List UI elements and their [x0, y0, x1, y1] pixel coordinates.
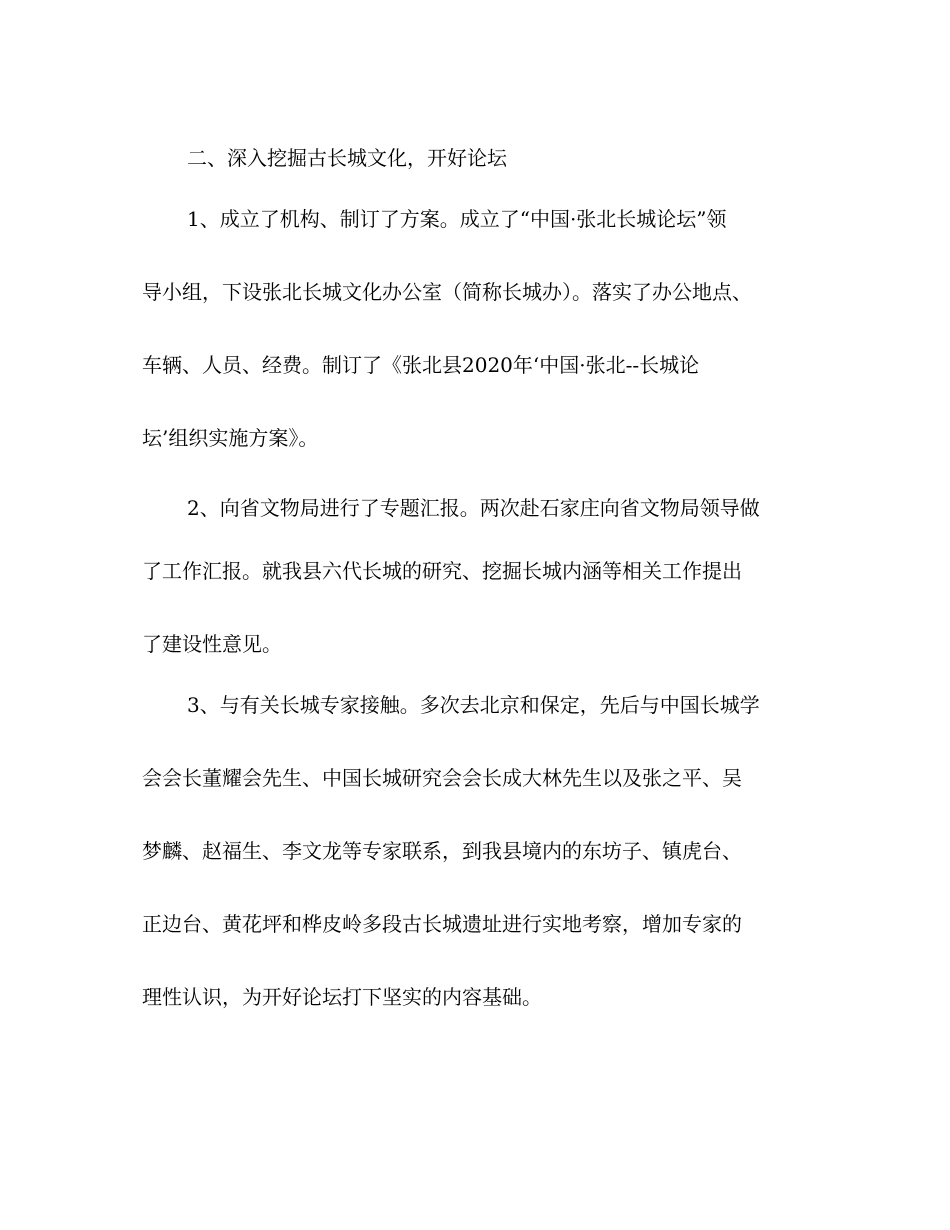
paragraph-3-line-1: 3、与有关长城专家接触。多次去北京和保定，先后与中国长城学	[187, 693, 760, 717]
paragraph-3-line-4: 正边台、黄花坪和桦皮岭多段古长城遗址进行实地考察，增加专家的	[142, 912, 742, 936]
paragraph-1-line-3: 车辆、人员、经费。制订了《张北县2020年‘中国·张北--长城论	[142, 353, 700, 377]
paragraph-2-line-1: 2、向省文物局进行了专题汇报。两次赴石家庄向省文物局领导做	[187, 496, 760, 520]
paragraph-3-line-2: 会会长董耀会先生、中国长城研究会会长成大林先生以及张之平、吴	[142, 766, 742, 790]
paragraph-1-line-2: 导小组，下设张北长城文化办公室（简称长城办）。落实了办公地点、	[142, 280, 752, 304]
paragraph-3-line-3: 梦麟、赵福生、李文龙等专家联系，到我县境内的东坊子、镇虎台、	[142, 839, 742, 863]
paragraph-3-line-5: 理性认识，为开好论坛打下坚实的内容基础。	[142, 985, 542, 1009]
paragraph-2-line-2: 了工作汇报。就我县六代长城的研究、挖掘长城内涵等相关工作提出	[142, 559, 742, 583]
section-heading: 二、深入挖掘古长城文化，开好论坛	[187, 146, 507, 170]
paragraph-2-line-3: 了建设性意见。	[142, 632, 282, 656]
paragraph-1-line-1: 1、成立了机构、制订了方案。成立了“中国·张北长城论坛”领	[187, 207, 727, 231]
paragraph-1-line-4: 坛’组织实施方案》。	[142, 426, 319, 450]
